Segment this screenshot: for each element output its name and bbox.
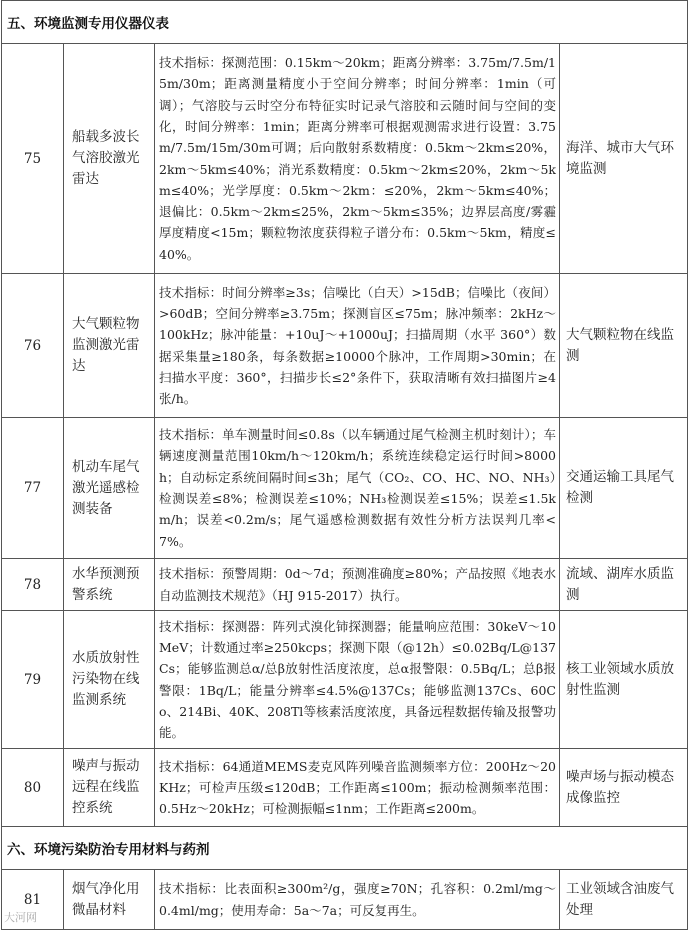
tech-spec: 技术指标：单车测量时间≤0.8s（以车辆通过尾气检测主机时刻计）；车辆速度测量范围10km/h～120km/h；系统连续稳定运行时间>8000h；自动标定系统间隔时间≤3h；尾气（CO₂、CO、HC、NO、NH₃）检测误差≤8%；检测误差≤10%；NH₃检测误差≤15%；误差≤1.5km/h；误差<0.2m/s；尾气遥感检测数据有效性分析方法误判几率<7%。 bbox=[155, 418, 560, 559]
row-number: 81 bbox=[2, 870, 64, 930]
section-header-row bbox=[2, 1, 688, 44]
row-number: 78 bbox=[2, 559, 64, 611]
application-field: 海洋、城市大气环境监测 bbox=[560, 44, 688, 274]
application-field: 工业领域含油废气处理 bbox=[560, 870, 688, 930]
product-name: 水华预测预警系统 bbox=[64, 559, 155, 611]
table-row bbox=[2, 274, 688, 418]
row-number: 75 bbox=[2, 44, 64, 274]
product-name: 水质放射性污染物在线监测系统 bbox=[64, 611, 155, 749]
table-row bbox=[2, 611, 688, 749]
row-number: 80 bbox=[2, 749, 64, 827]
product-name: 船载多波长气溶胶激光雷达 bbox=[64, 44, 155, 274]
table-row bbox=[2, 418, 688, 559]
product-name: 烟气净化用微晶材料 bbox=[64, 870, 155, 930]
row-number: 76 bbox=[2, 274, 64, 418]
tech-spec: 技术指标：探测范围：0.15km～20km；距离分辨率：3.75m/7.5m/15m/30m；距离测量精度小于空间分辨率；时间分辨率：1min（可调）；气溶胶与云时空分布特征实时记录气溶胶和云随时间与空间的变化，时间分辨率：1min；距离分辨率可根据观测需求进行设置：3.75m/7.5m/15m/30m可调；后向散射系数精度：0.5km～2km≤20%，2km～5km≤40%；消光系数精度：0.5km～2km≤20%，2km～5km≤40%；光学厚度：0.5km～2km：≤20%，2km～5km≤40%；退偏比：0.5km～2km≤25%，2km～5km≤35%；边界层高度/雾霾厚度精度<15m；颗粒物浓度获得粒子谱分布：0.5km～5km，精度≤40%。 bbox=[155, 44, 560, 274]
product-name: 机动车尾气激光遥感检测装备 bbox=[64, 418, 155, 559]
application-field: 流域、湖库水质监测 bbox=[560, 559, 688, 611]
catalog-table bbox=[1, 0, 688, 930]
product-name: 噪声与振动远程在线监控系统 bbox=[64, 749, 155, 827]
tech-spec: 技术指标：预警周期：0d～7d；预测准确度≥80%；产品按照《地表水自动监测技术规范》（HJ 915-2017）执行。 bbox=[155, 559, 560, 611]
watermark: 大河网 bbox=[4, 911, 37, 924]
table-row bbox=[2, 559, 688, 611]
table-row bbox=[2, 870, 688, 930]
section-title: 六、环境污染防治专用材料与药剂 bbox=[2, 827, 688, 870]
tech-spec: 技术指标：时间分辨率≥3s；信噪比（白天）>15dB；信噪比（夜间）>60dB；空间分辨率≥3.75m；探测盲区≤75m；脉冲频率：2kHz～100kHz；脉冲能量：+10uJ～+1000uJ；扫描周期（水平 360°）数据采集量≥180条，每条数据≥10000个脉冲，工作周期>30min；在扫描水平度：360°，扫描步长≤2°条件下，获取清晰有效扫描图片≥4张/h。 bbox=[155, 274, 560, 418]
application-field: 噪声场与振动模态成像监控 bbox=[560, 749, 688, 827]
product-name: 大气颗粒物监测激光雷达 bbox=[64, 274, 155, 418]
table-row bbox=[2, 749, 688, 827]
tech-spec: 技术指标：64通道MEMS麦克风阵列噪音监测频率方位：200Hz～20KHz；可检声压级≤120dB；工作距离≤100m；振动检测频率范围：0.5Hz～20kHz；可检测振幅≤1nm；工作距离≤200m。 bbox=[155, 749, 560, 827]
tech-spec: 技术指标：比表面积≥300m²/g，强度≥70N；孔容积：0.2ml/mg～0.4ml/mg；使用寿命：5a～7a；可反复再生。 bbox=[155, 870, 560, 930]
application-field: 大气颗粒物在线监测 bbox=[560, 274, 688, 418]
row-number: 77 bbox=[2, 418, 64, 559]
tech-spec: 技术指标：探测器：阵列式溴化铈探测器；能量响应范围：30keV～10MeV；计数通过率≥250kcps；探测下限（@12h）≤0.02Bq/L@137Cs；能够监测总α/总β放射性活度浓度，总α报警限：0.5Bq/L；总β报警限：1Bq/L；能量分辨率≤4.5%@137Cs；能够监测137Cs、60Co、214Bi、40K、208Tl等核素活度浓度，具备远程数据传输及报警功能。 bbox=[155, 611, 560, 749]
row-number: 79 bbox=[2, 611, 64, 749]
application-field: 交通运输工具尾气检测 bbox=[560, 418, 688, 559]
section-title: 五、环境监测专用仪器仪表 bbox=[2, 1, 688, 44]
table-row bbox=[2, 44, 688, 274]
application-field: 核工业领域水质放射性监测 bbox=[560, 611, 688, 749]
section-header-row bbox=[2, 827, 688, 870]
